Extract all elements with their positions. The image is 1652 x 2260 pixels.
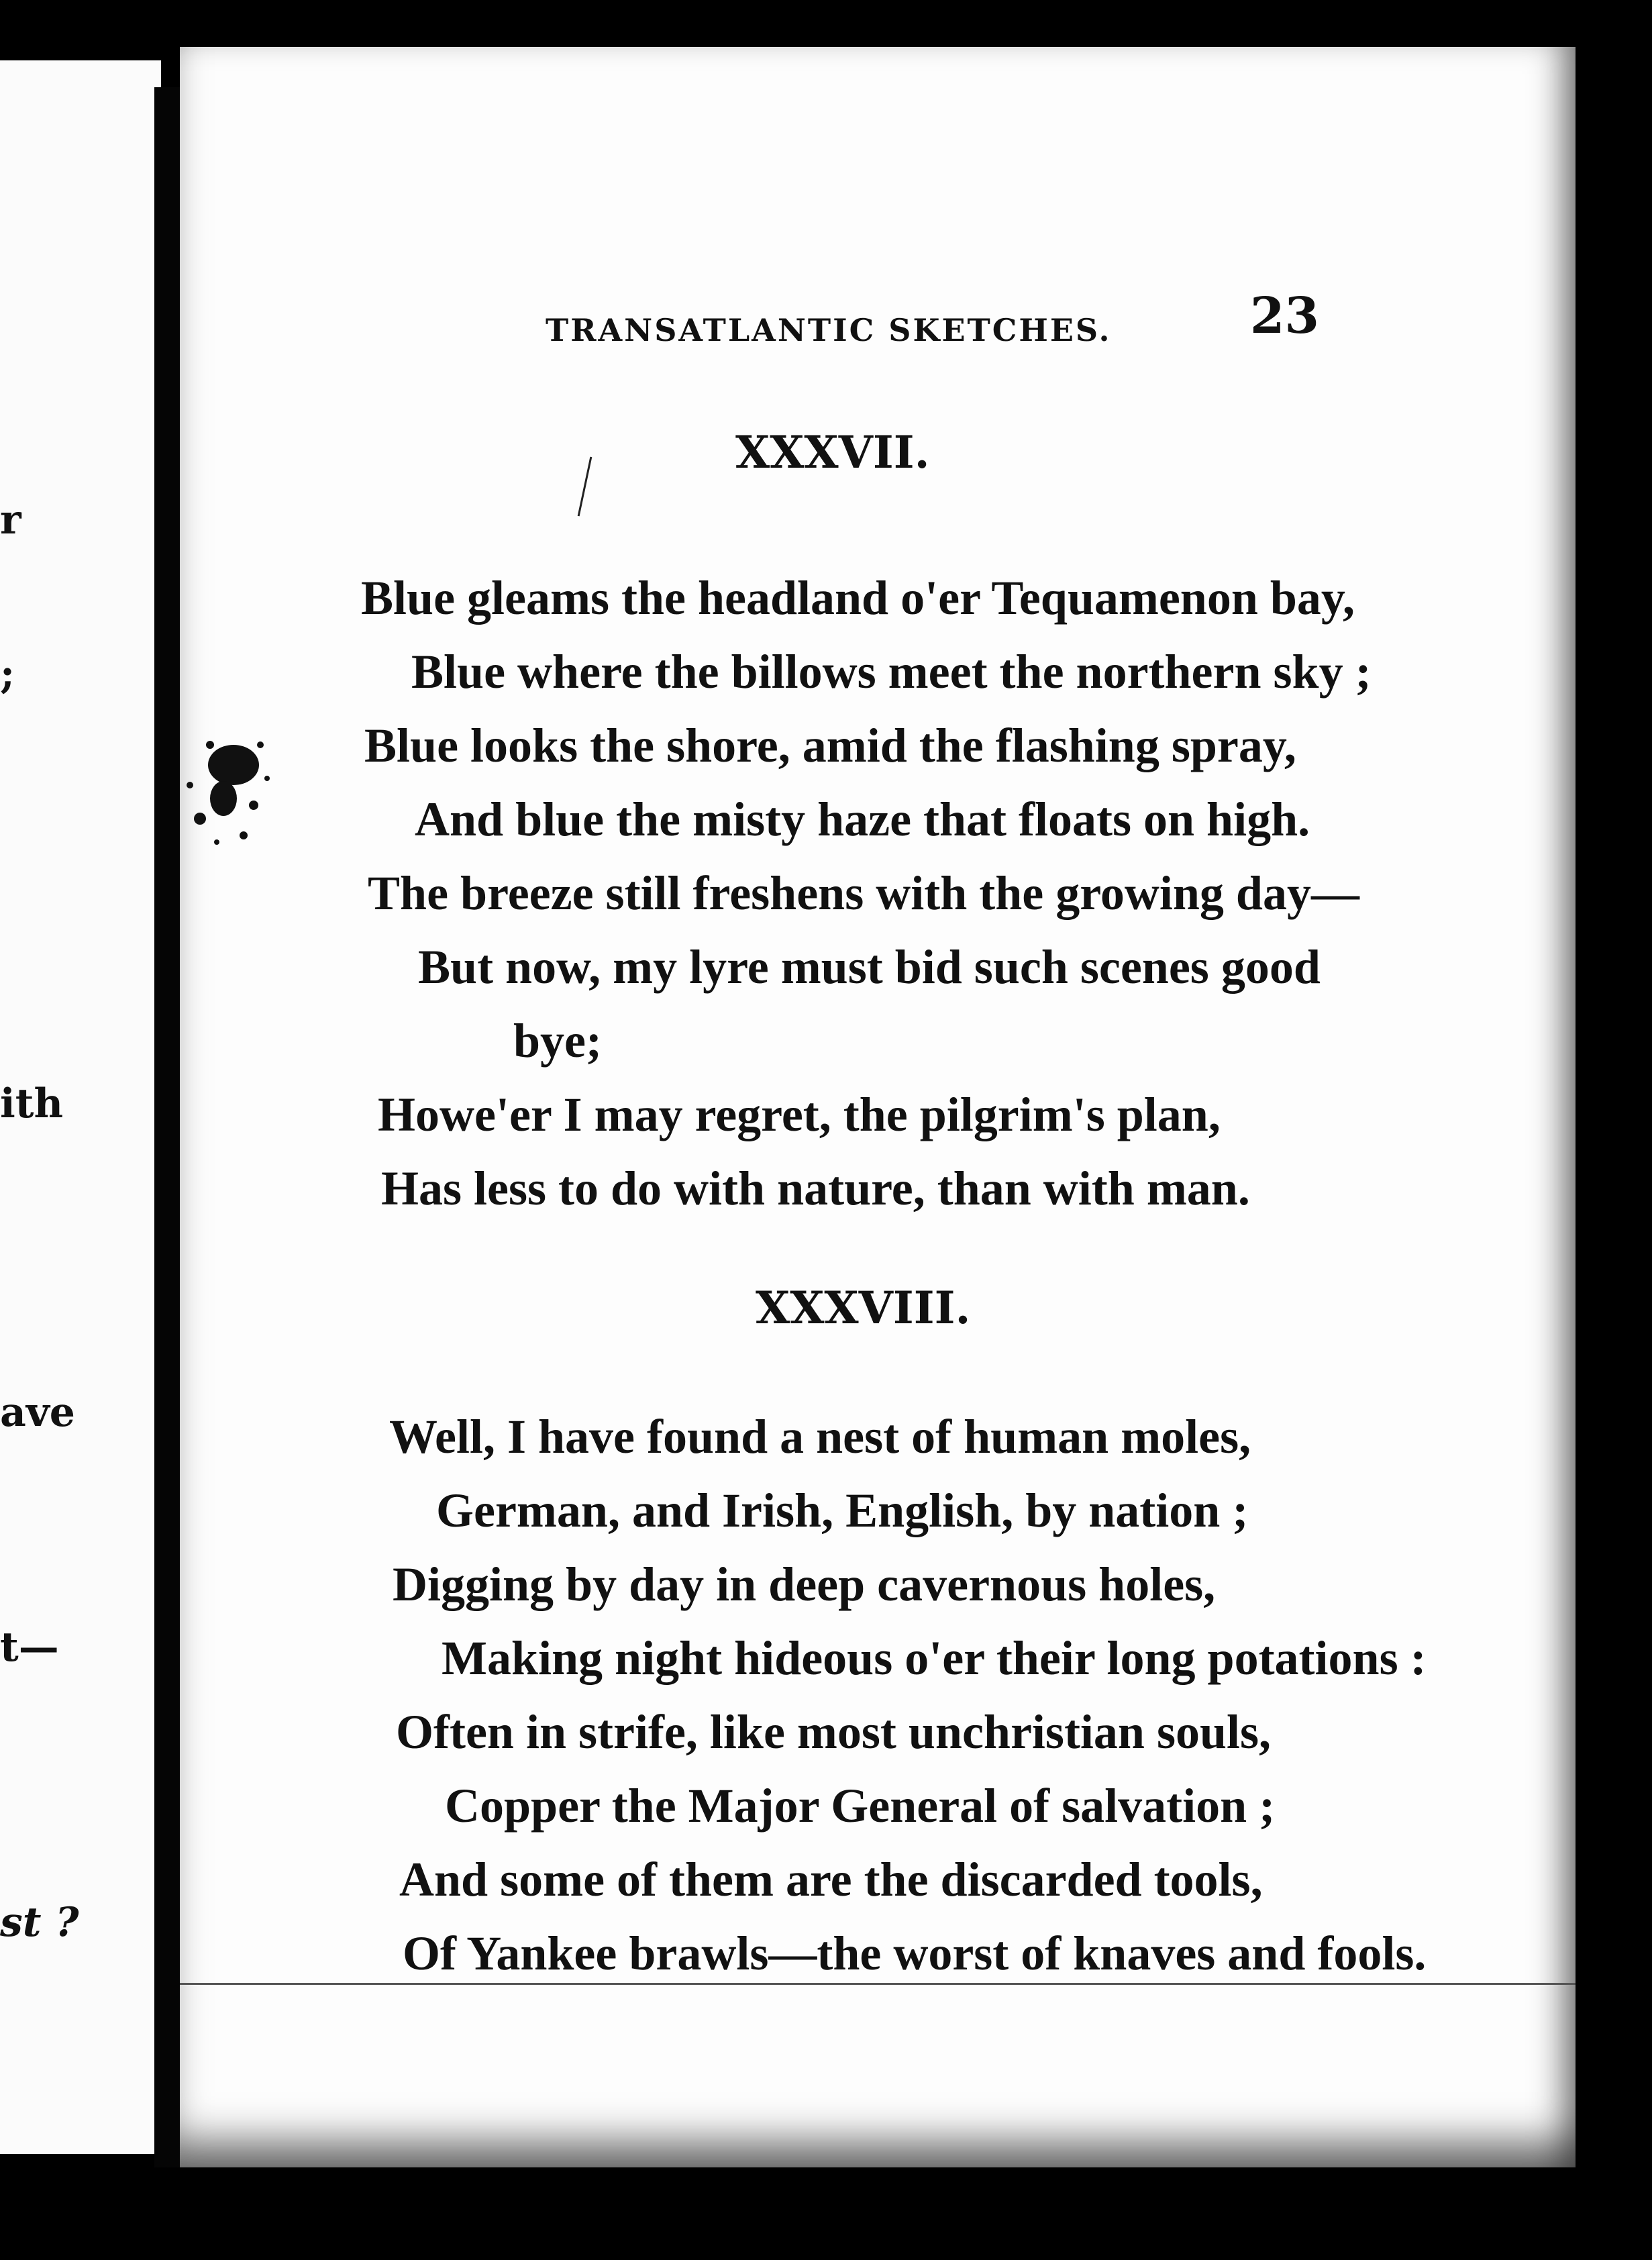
left-page-fragment: r — [0, 497, 21, 544]
book-page — [180, 47, 1576, 2167]
verse-line: Blue where the billows meet the northern sky ; — [411, 645, 1372, 699]
verse-line: Howe'er I may regret, the pilgrim's plan, — [378, 1088, 1221, 1141]
verse-line: Digging by day in deep cavernous holes, — [393, 1557, 1216, 1611]
stanza-number: XXXVII. — [735, 426, 930, 478]
verse-line: German, and Irish, English, by nation ; — [436, 1484, 1249, 1537]
page-bottom-edge — [180, 1983, 1576, 1985]
verse-line: Well, I have found a nest of human moles, — [389, 1410, 1251, 1463]
left-page-fragment: st ? — [0, 1899, 79, 1946]
page-number: 23 — [1250, 287, 1319, 345]
verse-line: The breeze still freshens with the growing day— — [368, 866, 1359, 920]
verse-line: Blue gleams the headland o'er Tequamenon bay, — [361, 571, 1355, 625]
stanza-number: XXXVIII. — [756, 1282, 971, 1334]
pencil-mark — [578, 457, 592, 517]
left-page-fragment: ith — [0, 1080, 64, 1127]
book-gutter — [154, 87, 181, 2167]
verse-line: And blue the misty haze that floats on high. — [415, 792, 1310, 846]
verse-line: bye; — [513, 1014, 602, 1068]
left-page-fragment: ; — [0, 651, 15, 698]
running-head: TRANSATLANTIC SKETCHES. — [546, 312, 1112, 348]
verse-line: Making night hideous o'er their long potations : — [442, 1631, 1427, 1685]
verse-line: Has less to do with nature, than with man. — [381, 1162, 1250, 1215]
left-page-fragment: ave — [0, 1389, 75, 1436]
verse-line: And some of them are the discarded tools, — [399, 1853, 1263, 1906]
left-facing-page — [0, 60, 161, 2154]
verse-line: Often in strife, like most unchristian souls, — [396, 1705, 1272, 1759]
verse-line: Blue looks the shore, amid the flashing spray, — [364, 719, 1296, 772]
verse-line: Of Yankee brawls—the worst of knaves and fools. — [403, 1927, 1427, 1980]
verse-line: Copper the Major General of salvation ; — [445, 1779, 1276, 1833]
ink-blot — [160, 705, 294, 859]
left-page-fragment: t— — [0, 1624, 59, 1671]
verse-line: But now, my lyre must bid such scenes good — [418, 940, 1321, 994]
